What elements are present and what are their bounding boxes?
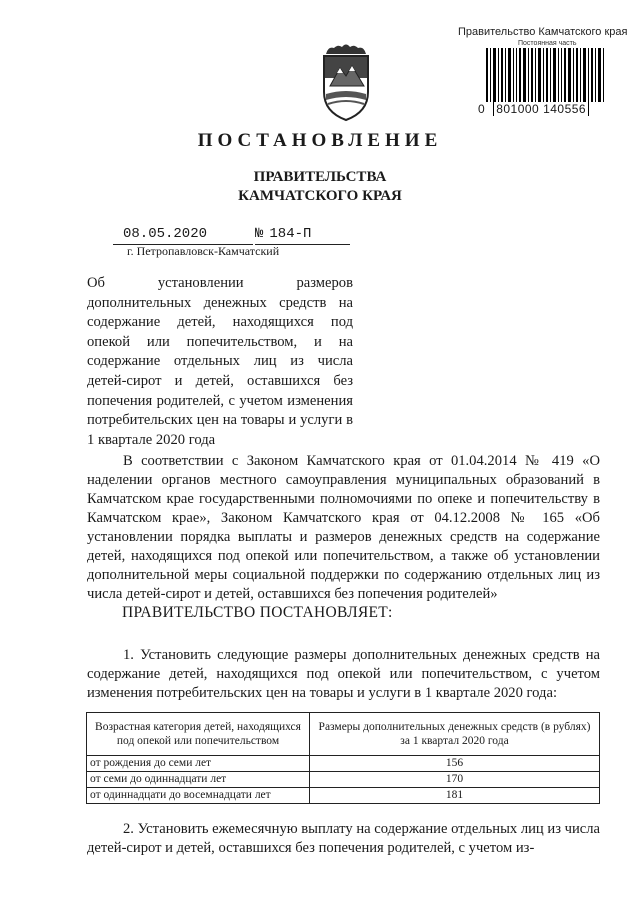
barcode-digits: 801000 140556 bbox=[493, 102, 589, 116]
category-cell: от семи до одиннадцати лет bbox=[87, 772, 310, 788]
preamble-paragraph: В соответствии с Законом Камчатского края от 01.04.2014 № 419 «О наделении органов местного самоуправления муниципальных образований в Камчатском крае государственными полномочиями по опеке и попечительству в Камчатском крае», Законом Камчатского края от 04.12.2008 № 165 «Об установлении порядка выплаты и размеров денежных средств на содержание детей, находящихся под опекой или попечительством, а также об установлении дополнительной меры социальной поддержки по содержанию отдельных лиц из числа детей-сирот и детей, оставшихся без попечения родителей» bbox=[87, 453, 600, 602]
city: г. Петропавловск-Камчатский bbox=[127, 244, 280, 258]
table-header-row bbox=[87, 713, 600, 756]
table-row bbox=[87, 756, 600, 772]
decree-heading: ПРАВИТЕЛЬСТВО ПОСТАНОВЛЯЕТ: bbox=[122, 604, 393, 621]
document-date: 08.05.2020 bbox=[113, 226, 253, 245]
issuer-line-2: КАМЧАТСКОГО КРАЯ bbox=[238, 188, 402, 204]
number-sign: № bbox=[255, 226, 264, 242]
issuer-line-1: ПРАВИТЕЛЬСТВА bbox=[253, 169, 387, 185]
amount-cell: 181 bbox=[310, 788, 600, 804]
barcode bbox=[486, 48, 604, 102]
category-cell: от рождения до семи лет bbox=[87, 756, 310, 772]
amount-cell: 156 bbox=[310, 756, 600, 772]
table-row bbox=[87, 772, 600, 788]
issuer bbox=[0, 168, 640, 206]
column-header-amount: Размеры дополнительных денежных средств (в рублях) за 1 квартал 2020 года bbox=[310, 713, 600, 756]
table-row bbox=[87, 788, 600, 804]
category-cell: от одиннадцати до восемнадцати лет bbox=[87, 788, 310, 804]
document-subject: Об установлении размеров дополнительных денежных средств на содержание детей, находящихся под опекой или попечительством, и на содержание отдельных лиц из числа детей-сирот и детей, оставшихся без попечения родителей, с учетом изменения потребительских цен на товары и услуги в 1 квартале 2020 года bbox=[87, 275, 353, 448]
document-number: 184-П bbox=[269, 226, 312, 242]
kamchatka-coat-of-arms-icon bbox=[318, 42, 374, 122]
document-type: ПОСТАНОВЛЕНИЕ bbox=[197, 130, 443, 151]
amount-cell: 170 bbox=[310, 772, 600, 788]
document-number-field bbox=[255, 226, 350, 245]
barcode-caption: Постоянная часть bbox=[518, 40, 577, 47]
amounts-table bbox=[86, 712, 600, 804]
item-2-paragraph: 2. Установить ежемесячную выплату на содержание отдельных лиц из числа детей-сирот и детей, оставшихся без попечения родителей, с учетом из- bbox=[87, 821, 600, 856]
government-label: Правительство Камчатского края bbox=[458, 26, 628, 38]
column-header-category: Возрастная категория детей, находящихся под опекой или попечительством bbox=[87, 713, 310, 756]
item-1-paragraph: 1. Установить следующие размеры дополнительных денежных средств на содержание детей, находящихся под опекой или попечительством, с учетом изменения потребительских цен на товары и услуги в 1 квартале 2020 года: bbox=[87, 647, 600, 701]
barcode-zero: 0 bbox=[478, 102, 486, 116]
barcode-number bbox=[478, 102, 589, 116]
